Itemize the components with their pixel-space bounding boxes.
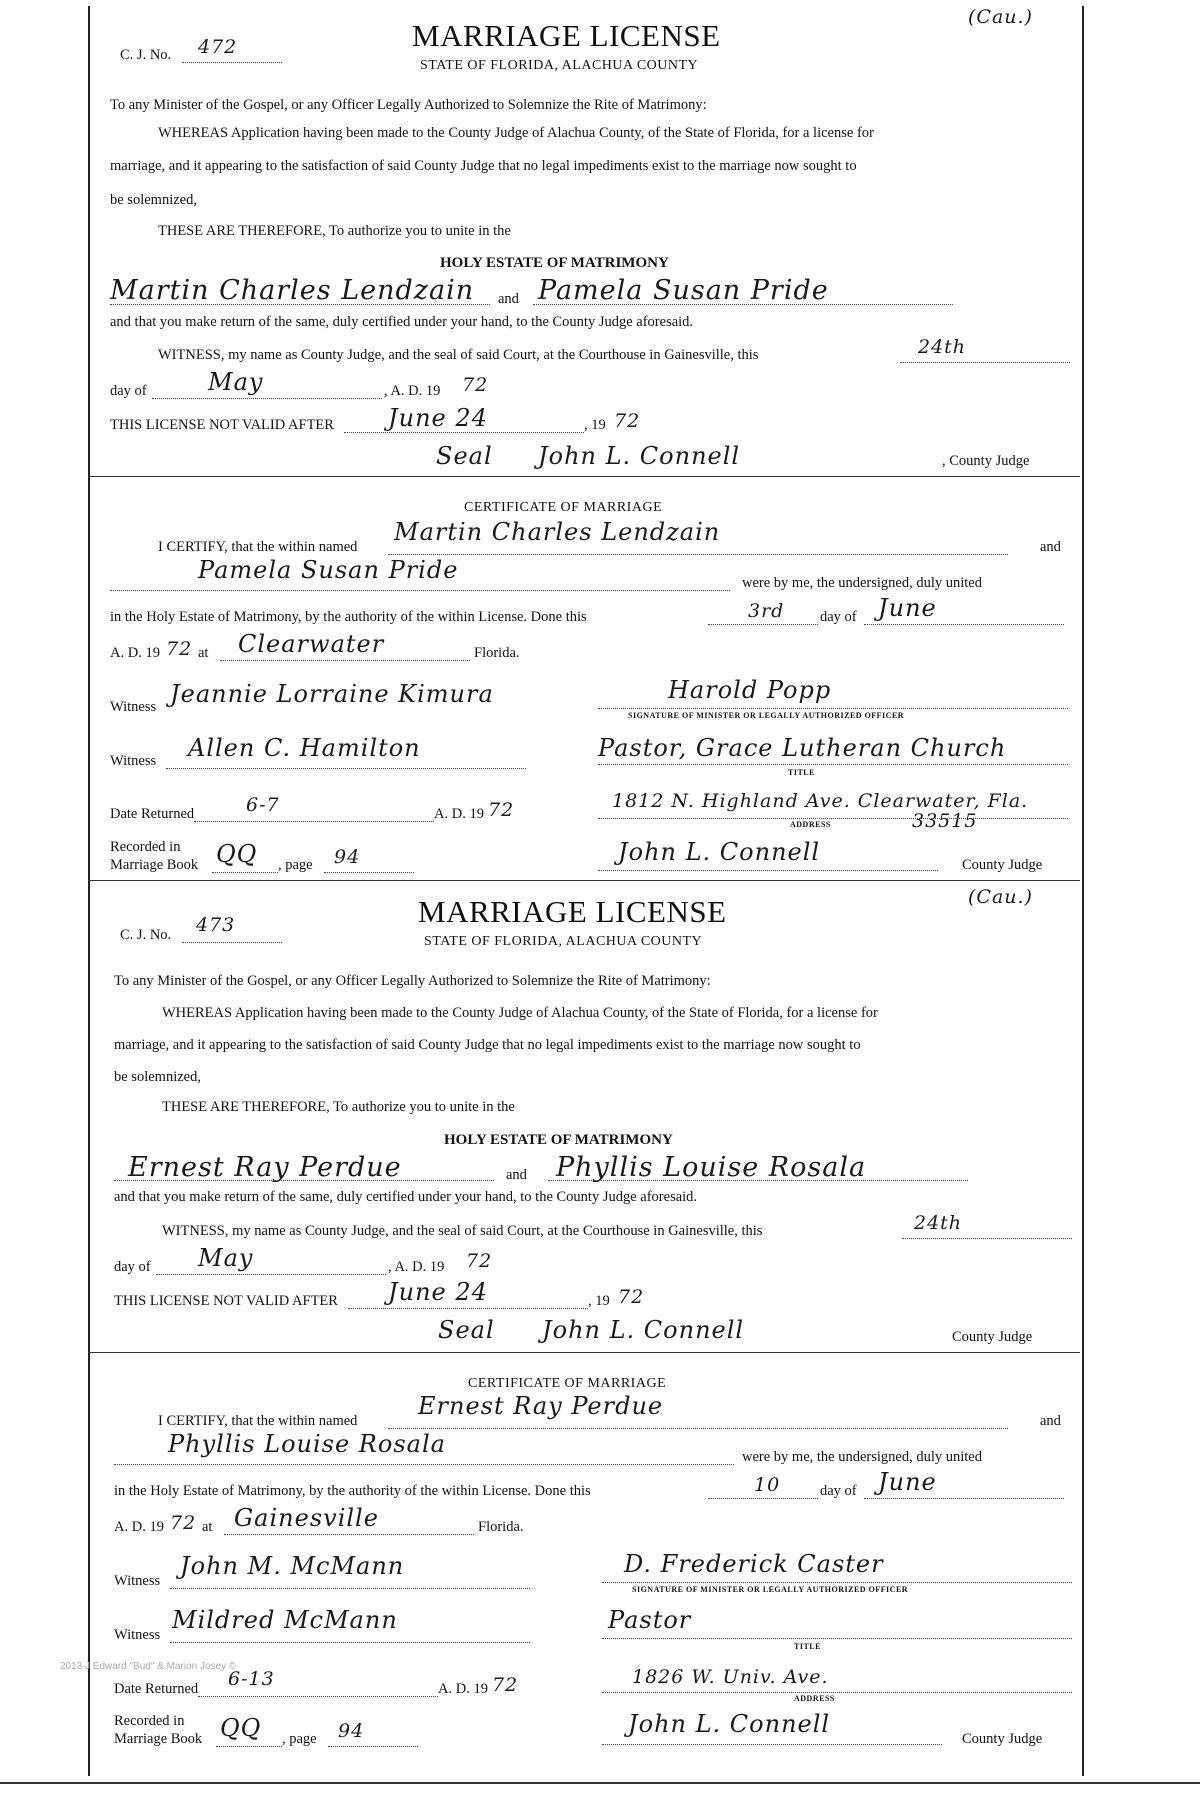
recorder-signature: John L. Connell — [628, 1710, 831, 1738]
officer-title: Pastor — [608, 1606, 692, 1634]
county-judge-label: County Judge — [952, 1329, 1033, 1345]
clerk-notation: (Cau.) — [968, 886, 1033, 908]
copyright-watermark: 2013 J Edward "Bud" & Marion Josey © — [60, 1661, 237, 1672]
returned-19: A. D. 19 — [434, 806, 484, 822]
recorder-signature: John L. Connell — [618, 838, 821, 866]
officer-zip: 33515 — [912, 810, 978, 832]
officer-address: 1812 N. Highland Ave. Clearwater, Fla. — [612, 790, 1029, 812]
marriage-place: Clearwater — [238, 630, 385, 658]
witness-day: 24th — [914, 1212, 963, 1234]
bride-name: Pamela Susan Pride — [538, 275, 829, 306]
therefore-line: THESE ARE THEREFORE, To authorize you to unite in the — [158, 223, 511, 239]
page-number: 94 — [338, 1720, 365, 1742]
returned-year: 72 — [488, 799, 515, 821]
witness-label-1: Witness — [114, 1573, 161, 1589]
day-of-2: day of — [820, 1483, 857, 1499]
page-label: , page — [278, 857, 313, 873]
section-divider — [88, 476, 1080, 477]
holy-estate-line: in the Holy Estate of Matrimony, by the authority of the within License. Done this — [114, 1483, 591, 1499]
address-line: To any Minister of the Gospel, or any Officer Legally Authorized to Solemnize the Rite of Matrimony: — [110, 97, 707, 113]
holy-estate-heading: HOLY ESTATE OF MATRIMONY — [440, 255, 669, 271]
page-label: , page — [282, 1731, 317, 1747]
cert-bride: Phyllis Louise Rosala — [168, 1430, 446, 1458]
and-word: and — [506, 1167, 527, 1183]
cj-label: C. J. No. — [120, 47, 172, 63]
cert-groom: Martin Charles Lendzain — [394, 518, 721, 546]
date-returned-label: Date Returned — [110, 806, 195, 822]
sig-caption: SIGNATURE OF MINISTER OR LEGALLY AUTHORIZED OFFICER — [632, 1585, 909, 1594]
title-caption: TITLE — [788, 768, 815, 777]
united-text: were by me, the undersigned, duly united — [742, 1449, 982, 1465]
page-number: 94 — [334, 846, 361, 868]
title-caption: TITLE — [794, 1642, 821, 1651]
witness-label-2: Witness — [110, 753, 157, 769]
county-judge-label-2: County Judge — [962, 857, 1043, 873]
marriage-book-label: Marriage Book — [114, 1731, 203, 1747]
officer-address: 1826 W. Univ. Ave. — [632, 1666, 829, 1688]
cert-year: 72 — [170, 1512, 197, 1534]
groom-name: Martin Charles Lendzain — [110, 275, 475, 306]
done-day: 10 — [754, 1474, 781, 1496]
holy-estate-heading: HOLY ESTATE OF MATRIMONY — [444, 1132, 673, 1148]
not-valid-year: 72 — [614, 410, 641, 432]
ad-line: A. D. 19 — [110, 645, 160, 661]
ad-label: , A. D. 19 — [384, 383, 441, 399]
license-title: MARRIAGE LICENSE — [412, 18, 721, 53]
ad-label: , A. D. 19 — [388, 1259, 445, 1275]
seal-handwriting: Seal — [438, 1316, 495, 1344]
day-of-2: day of — [820, 609, 857, 625]
officer-signature: Harold Popp — [668, 676, 832, 704]
ad-at: at — [198, 645, 209, 661]
cert-title: CERTIFICATE OF MARRIAGE — [464, 500, 663, 515]
witness-text: WITNESS, my name as County Judge, and the seal of said Court, at the Courthouse in Gainesville, this — [162, 1223, 763, 1239]
license-month: May — [208, 368, 264, 396]
license-month: May — [198, 1244, 254, 1272]
cj-number: 473 — [196, 914, 236, 936]
not-valid-year: 72 — [618, 1286, 645, 1308]
return-line: and that you make return of the same, duly certified under your hand, to the County Judge aforesaid. — [110, 314, 694, 330]
clerk-notation: (Cau.) — [968, 6, 1033, 28]
returned-19: A. D. 19 — [438, 1681, 488, 1697]
cert-title: CERTIFICATE OF MARRIAGE — [468, 1376, 667, 1391]
return-line: and that you make return of the same, duly certified under your hand, to the County Judge aforesaid. — [114, 1189, 698, 1205]
ad-line: A. D. 19 — [114, 1519, 164, 1535]
not-valid-label: THIS LICENSE NOT VALID AFTER — [110, 417, 334, 433]
not-valid-19: , 19 — [588, 1293, 610, 1309]
day-of-label: day of — [114, 1259, 151, 1275]
address-line: To any Minister of the Gospel, or any Officer Legally Authorized to Solemnize the Rite of Matrimony: — [114, 973, 711, 989]
witness-1: Jeannie Lorraine Kimura — [170, 680, 494, 708]
returned-year: 72 — [492, 1674, 519, 1696]
marriage-license-473 — [88, 876, 1080, 1776]
license-subtitle: STATE OF FLORIDA, ALACHUA COUNTY — [424, 934, 703, 949]
done-day: 3rd — [748, 600, 785, 622]
whereas-line-1: WHEREAS Application having been made to the County Judge of Alachua County, of the State of Florida, for a license for — [162, 1005, 878, 1021]
not-valid-date: June 24 — [388, 1278, 488, 1306]
witness-2: Mildred McMann — [172, 1606, 398, 1634]
county-judge-label: , County Judge — [942, 453, 1030, 469]
witness-2: Allen C. Hamilton — [188, 734, 421, 762]
day-of-label: day of — [110, 383, 147, 399]
bottom-rule — [0, 1782, 1200, 1784]
done-month: June — [878, 1468, 937, 1496]
not-valid-label: THIS LICENSE NOT VALID AFTER — [114, 1293, 338, 1309]
witness-1: John M. McMann — [180, 1552, 405, 1580]
cert-year: 72 — [166, 638, 193, 660]
not-valid-date: June 24 — [388, 404, 488, 432]
county-judge-label-2: County Judge — [962, 1731, 1043, 1747]
cert-bride: Pamela Susan Pride — [198, 556, 459, 584]
license-year: 72 — [462, 374, 489, 396]
section-divider — [88, 1352, 1080, 1353]
seal-handwriting: Seal — [436, 442, 493, 470]
whereas-line-2: marriage, and it appearing to the satisfaction of said County Judge that no legal impediments exist to the marriage now sought to — [114, 1037, 861, 1053]
marriage-book-label: Marriage Book — [110, 857, 199, 873]
whereas-line-1: WHEREAS Application having been made to the County Judge of Alachua County, of the State of Florida, for a license for — [158, 125, 874, 141]
witness-label-2: Witness — [114, 1627, 161, 1643]
certify-label: I CERTIFY, that the within named — [158, 539, 358, 555]
whereas-line-2: marriage, and it appearing to the satisfaction of said County Judge that no legal impediments exist to the marriage now sought to — [110, 158, 857, 174]
not-valid-19: , 19 — [584, 417, 606, 433]
license-title: MARRIAGE LICENSE — [418, 894, 727, 929]
sig-caption: SIGNATURE OF MINISTER OR LEGALLY AUTHORIZED OFFICER — [628, 711, 905, 720]
book-code: QQ — [216, 840, 258, 868]
cj-number: 472 — [198, 36, 238, 58]
cert-and: and — [1040, 539, 1061, 555]
date-returned-label: Date Returned — [114, 1681, 199, 1697]
date-returned: 6-13 — [228, 1668, 275, 1690]
groom-name: Ernest Ray Perdue — [128, 1152, 402, 1183]
florida-label: Florida. — [478, 1519, 524, 1535]
book-code: QQ — [220, 1714, 262, 1742]
therefore-line: THESE ARE THEREFORE, To authorize you to unite in the — [162, 1099, 515, 1115]
officer-title: Pastor, Grace Lutheran Church — [598, 734, 1007, 762]
license-year: 72 — [466, 1250, 493, 1272]
date-returned: 6-7 — [246, 794, 280, 816]
address-caption: ADDRESS — [790, 820, 831, 829]
marriage-license-472 — [88, 0, 1080, 875]
done-month: June — [878, 594, 937, 622]
ad-at: at — [202, 1519, 213, 1535]
cert-and: and — [1040, 1413, 1061, 1429]
recorded-in: Recorded in — [110, 839, 181, 855]
cj-label: C. J. No. — [120, 927, 172, 943]
whereas-line-3: be solemnized, — [110, 192, 197, 208]
license-subtitle: STATE OF FLORIDA, ALACHUA COUNTY — [420, 58, 699, 73]
florida-label: Florida. — [474, 645, 520, 661]
witness-day: 24th — [918, 336, 967, 358]
cert-groom: Ernest Ray Perdue — [418, 1392, 664, 1420]
witness-text: WITNESS, my name as County Judge, and the seal of said Court, at the Courthouse in Gainesville, this — [158, 347, 759, 363]
address-caption: ADDRESS — [794, 1694, 835, 1703]
recorded-in: Recorded in — [114, 1713, 185, 1729]
and-word: and — [498, 291, 519, 307]
certify-label: I CERTIFY, that the within named — [158, 1413, 358, 1429]
whereas-line-3: be solemnized, — [114, 1069, 201, 1085]
bride-name: Phyllis Louise Rosala — [556, 1152, 867, 1183]
marriage-place: Gainesville — [234, 1504, 379, 1532]
judge-signature: John L. Connell — [542, 1316, 745, 1344]
united-text: were by me, the undersigned, duly united — [742, 575, 982, 591]
judge-signature: John L. Connell — [538, 442, 741, 470]
holy-estate-line: in the Holy Estate of Matrimony, by the authority of the within License. Done this — [110, 609, 587, 625]
officer-signature: D. Frederick Caster — [624, 1550, 884, 1578]
witness-label-1: Witness — [110, 699, 157, 715]
